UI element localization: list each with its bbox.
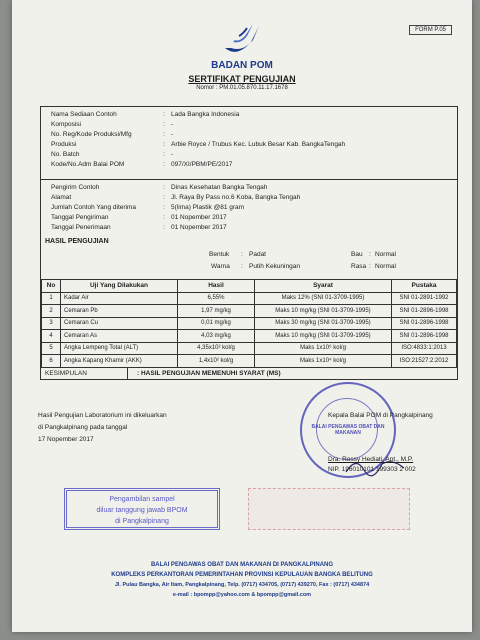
certificate-title: SERTIFIKAT PENGUJIAN xyxy=(188,74,296,84)
colon: : xyxy=(369,251,371,258)
issue-note-line2: di Pangkalpinang pada tanggal xyxy=(38,424,128,431)
faded-stamp xyxy=(248,488,410,530)
footer-line2: KOMPLEKS PERKANTORAN PEMERINTAHAN PROVINSI KEPULAUAN BANGKA BELITUNG xyxy=(111,572,373,578)
field-value: - xyxy=(171,121,174,128)
cell-uji: Cemaran As xyxy=(61,330,178,343)
cell-uji: Cemaran Cu xyxy=(61,317,178,330)
cell-syarat: Maks 12% (SNI 01-3709-1995) xyxy=(255,292,392,305)
cell-no: 4 xyxy=(42,330,61,343)
cell-no: 2 xyxy=(42,305,61,318)
cell-syarat: Maks 30 mg/kg (SNI 01-3709-1995) xyxy=(255,317,392,330)
results-heading: HASIL PENGUJIAN xyxy=(45,238,109,245)
cell-no: 5 xyxy=(42,342,61,355)
field-value: 097/XI/PBM/PE/2017 xyxy=(171,161,233,168)
field-label: No. Batch xyxy=(51,151,80,158)
disclaimer-line: Pengambilan sampel xyxy=(109,496,175,503)
cell-uji: Angka Kapang Khamir (AKK) xyxy=(61,355,178,368)
cell-pustaka: ISO:4833:1:2013 xyxy=(392,342,457,355)
cell-pustaka: SNI 01-2896-1998 xyxy=(392,317,457,330)
cell-pustaka: SNI 01-2896-1998 xyxy=(392,330,457,343)
footer-email: e-mail : bpompp@yahoo.com & bpompp@gmail.com xyxy=(172,592,312,598)
cell-hasil: 0,01 mg/kg xyxy=(178,317,255,330)
cell-no: 1 xyxy=(42,292,61,305)
warna-value: Putih Kekuningan xyxy=(249,263,300,270)
cell-syarat: Maks 1x10⁶ kol/g xyxy=(255,342,392,355)
field-label: Pengirim Contoh xyxy=(51,184,100,191)
cell-uji: Cemaran Pb xyxy=(61,305,178,318)
badan-pom-logo xyxy=(217,18,267,64)
divider xyxy=(127,368,128,379)
field-value: 5(lima) Plastik @81 gram xyxy=(171,204,245,211)
cell-hasil: 4,03 mg/kg xyxy=(178,330,255,343)
colon: : xyxy=(241,263,243,270)
field-value: - xyxy=(171,131,174,138)
bau-label: Bau xyxy=(351,251,363,258)
table-row xyxy=(42,342,457,355)
cell-syarat: Maks 10 mg/kg (SNI 01-3709-1995) xyxy=(255,330,392,343)
signatory-name: Dra. Rossy Hediati, Apt., M.P. xyxy=(328,456,414,463)
col-header-syarat: Syarat xyxy=(255,280,392,293)
disclaimer-line: diluar tanggung jawab BPOM xyxy=(96,507,188,514)
bau-value: Normal xyxy=(375,251,396,258)
field-label: Kode/No.Adm Balai POM xyxy=(51,161,125,168)
col-header-no: No xyxy=(42,280,61,293)
signatory-nip: NIP. 196010101 199303 2 002 xyxy=(328,466,416,473)
field-value: Arbie Royce / Trubus Kec. Lubuk Besar Kab. BangkaTengah xyxy=(171,141,346,148)
field-label: Komposisi xyxy=(51,121,81,128)
conclusion-label: KESIMPULAN xyxy=(45,370,87,377)
field-label: Jumlah Contoh Yang diterima xyxy=(51,204,137,211)
colon: : xyxy=(241,251,243,258)
logo-text: BADAN POM xyxy=(211,60,273,71)
cell-no: 6 xyxy=(42,355,61,368)
field-value: 01 Nopember 2017 xyxy=(171,214,227,221)
table-row xyxy=(42,317,457,330)
table-row xyxy=(42,305,457,318)
col-header-uji: Uji Yang Dilakukan xyxy=(61,280,178,293)
cell-hasil: 1,97 mg/kg xyxy=(178,305,255,318)
cell-uji: Kadar Air xyxy=(61,292,178,305)
cell-hasil: 6,55% xyxy=(178,292,255,305)
cell-uji: Angka Lempeng Total (ALT) xyxy=(61,342,178,355)
certificate-box: Nama Sediaan Contoh : Lada Bangka Indonesia Komposisi : - No. Reg/Kode Produksi/Mfg : - Produksi : Arbie Royce / Trubus Kec. Lubuk Besar Kab. BangkaTengah No. Batch : - Kode/No.Adm Balai POM : 097/XI/PBM/PE/2017 Pengirim Contoh : Dinas Kesehatan Bangka Tengah Alamat : Jl. Raya By Pass no.6 Koba, Bangka Tengah Jumlah Contoh Yang diterima : 5(lima) Plastik @81 gram Tanggal Pengiriman : 01 Nopember 2017 Tanggal Penerimaan : 01 Nopember 2017 HASIL PENGUJIAN Bentuk : Padat Bau : Normal Warna : Putih Kekuningan Rasa : Normal No Uji Yang Dilakukan Hasil Syarat Pustaka 1 Kadar Air 6,55% Maks 12% (SNI 01-3709-1995) SNI 01-2891-1992 2 Cemaran Pb 1,97 mg/kg Maks 10 mg/kg (SNI 01-3709-1995) SNI 01-2896-1998 3 Cemaran Cu 0,01 mg/kg Maks 30 mg/kg (SNI 01-3709-1995) SNI 01-2896-1998 4 Cemaran As 4,03 mg/kg Maks 10 mg/kg (SNI 01-3709-1995) SNI 01-2896-1998 5 Angka Lempeng Total (ALT) 4,35x10² kol/g Maks 1x10⁶ kol/g ISO:4833:1:2013 6 Angka Kapang Khamir (AKK) 1,4x10² kol/g Maks 1x10⁴ kol/g ISO:21527:2:2012 KESIMPULAN : HASIL PENGUJIAN MEMENUHI SYARAT (MS) xyxy=(40,106,458,380)
cell-hasil: 1,4x10² kol/g xyxy=(178,355,255,368)
cell-pustaka: ISO:21527:2:2012 xyxy=(392,355,457,368)
field-label: Produksi xyxy=(51,141,77,148)
field-label: Alamat xyxy=(51,194,72,201)
field-value: Dinas Kesehatan Bangka Tengah xyxy=(171,184,268,191)
cell-no: 3 xyxy=(42,317,61,330)
field-label: Tanggal Pengiriman xyxy=(51,214,109,221)
field-label: Nama Sediaan Contoh xyxy=(51,111,117,118)
cell-pustaka: SNI 01-2891-1992 xyxy=(392,292,457,305)
issue-note-line1: Hasil Pengujian Laboratorium ini dikeluarkan xyxy=(38,412,167,419)
table-header-row xyxy=(42,280,457,293)
issue-date: 17 Nopember 2017 xyxy=(38,436,94,443)
divider xyxy=(41,179,457,180)
col-header-hasil: Hasil xyxy=(178,280,255,293)
field-label: Tanggal Penerimaan xyxy=(51,224,111,231)
footer-line1: BALAI PENGAWAS OBAT DAN MAKANAN DI PANGKALPINANG xyxy=(150,562,334,568)
field-label: No. Reg/Kode Produksi/Mfg xyxy=(51,131,132,138)
signatory-title: Kepala Balai POM di Pangkalpinang xyxy=(328,412,433,419)
table-row xyxy=(42,292,457,305)
bentuk-label: Bentuk xyxy=(209,251,230,258)
conclusion-value: : HASIL PENGUJIAN MEMENUHI SYARAT (MS) xyxy=(137,370,281,377)
certificate-number: Nomor : PM.01.05.870.11.17.1678 xyxy=(196,85,288,91)
disclaimer-stamp xyxy=(64,488,220,530)
cell-syarat: Maks 10 mg/kg (SNI 01-3709-1995) xyxy=(255,305,392,318)
field-value: 01 Nopember 2017 xyxy=(171,224,227,231)
rasa-label: Rasa xyxy=(351,263,367,270)
field-value: Lada Bangka Indonesia xyxy=(171,111,240,118)
footer-address: Jl. Pulau Bangka, Air Itam, Pangkalpinang, Telp. (0717) 434705, (0717) 439270, Fax : (0717) 434874 xyxy=(114,582,370,588)
rasa-value: Normal xyxy=(375,263,396,270)
stamp-text: BALAI PENGAWAS OBAT DAN MAKANAN xyxy=(311,424,385,436)
colon: : xyxy=(369,263,371,270)
form-number: FORM P.05 xyxy=(409,25,452,35)
table-row xyxy=(42,355,457,368)
table-row xyxy=(42,330,457,343)
results-table xyxy=(41,279,457,368)
cell-pustaka: SNI 01-2896-1998 xyxy=(392,305,457,318)
conclusion-row xyxy=(41,367,457,379)
field-value: Jl. Raya By Pass no.6 Koba, Bangka Tengah xyxy=(171,194,301,201)
cell-syarat: Maks 1x10⁴ kol/g xyxy=(255,355,392,368)
certificate-page xyxy=(12,0,472,632)
bentuk-value: Padat xyxy=(249,251,266,258)
disclaimer-line: di Pangkalpinang xyxy=(115,518,169,525)
warna-label: Warna xyxy=(211,263,230,270)
field-value: - xyxy=(171,151,174,158)
col-header-pustaka: Pustaka xyxy=(392,280,457,293)
cell-hasil: 4,35x10² kol/g xyxy=(178,342,255,355)
